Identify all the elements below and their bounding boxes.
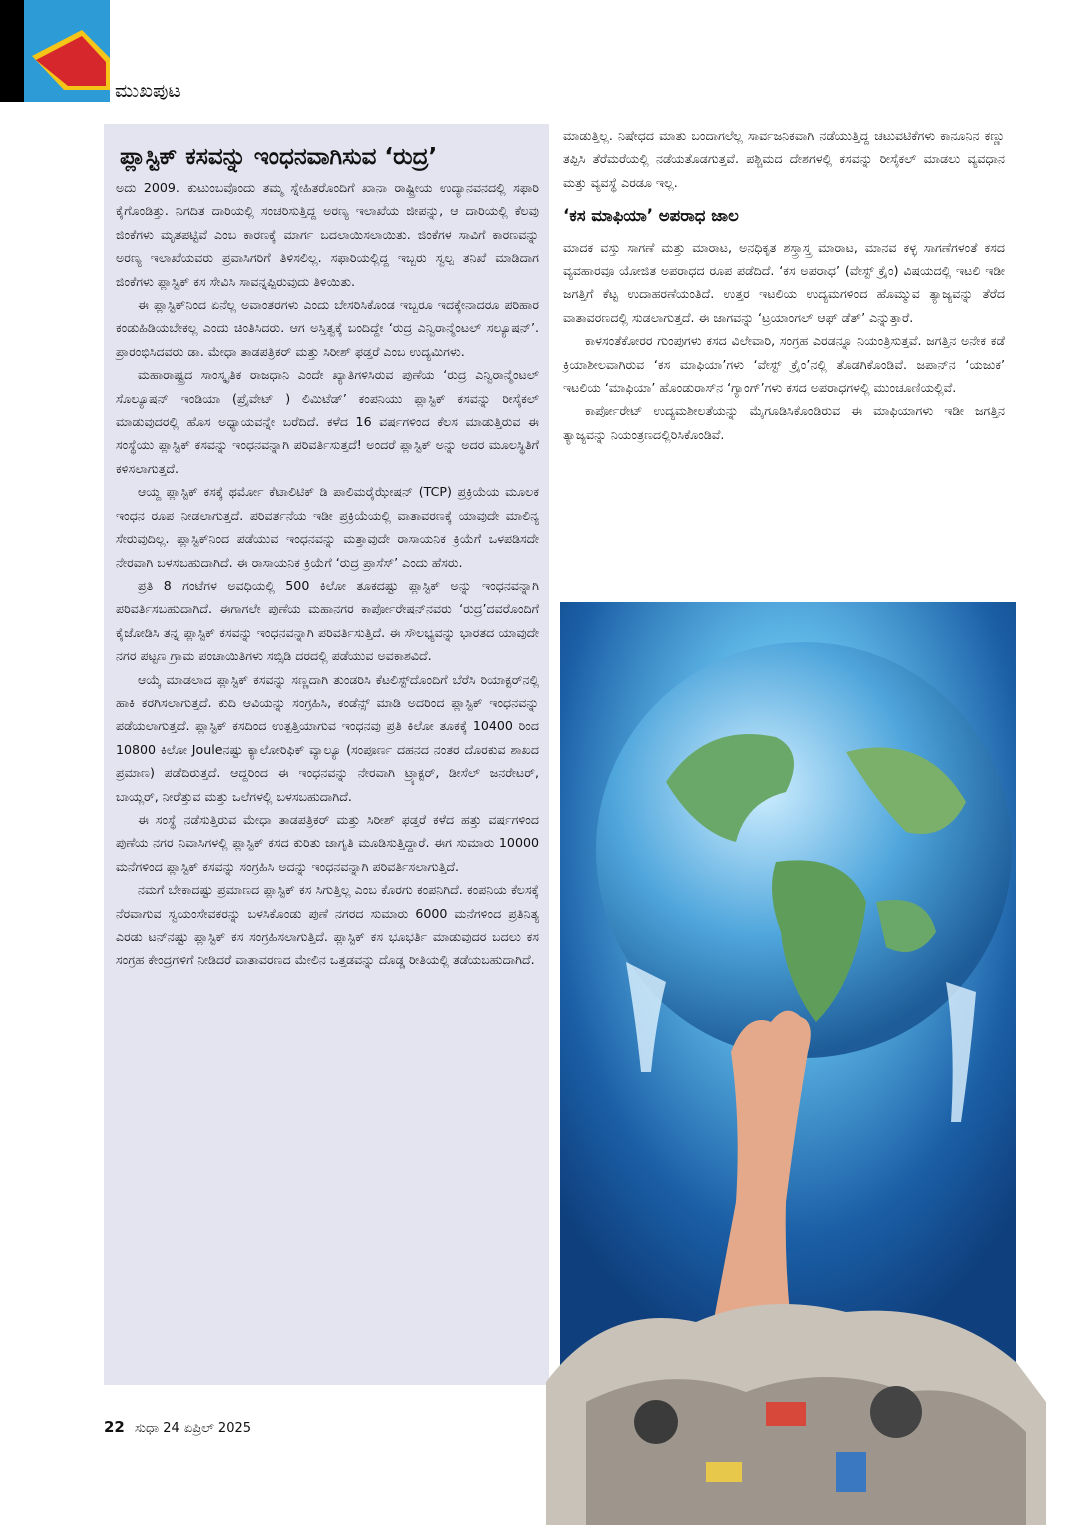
body-paragraph: ಕಾರ್ಪೋರೇಟ್ ಉದ್ಯಮಶೀಲತೆಯನ್ನು ಮೈಗೂಡಿಸಿಕೊಂಡಿರುವ ಈ ಮಾಫಿಯಾಗಳು ಇಡೀ ಜಗತ್ತಿನ ತ್ಯಾಜ್ಯವನ್ನು ನಿಯಂತ್ರಣದಲ್ಲಿರಿಸಿಕೊಂಡಿವೆ. (563, 403, 1005, 442)
body-paragraph: ಕಾಳಸಂತೆಕೋರರ ಗುಂಪುಗಳು ಕಸದ ವಿಲೇವಾರಿ, ಸಂಗ್ರಹ ಎರಡನ್ನೂ ನಿಯಂತ್ರಿಸುತ್ತವೆ. ಜಗತ್ತಿನ ಅನೇಕ ಕಡೆ ಕ್ರಿಯಾಶೀಲವಾಗಿರುವ ‘ಕಸ ಮಾಫಿಯಾ’ಗಳು ‘ವೇಸ್ಟ್ ಕ್ರೈಂ’ನಲ್ಲಿ ತೊಡಗಿಕೊಂಡಿವೆ. ಜಪಾನ್‌ನ ‘ಯಜುಕ’ ಇಟಲಿಯ ‘ಮಾಫಿಯಾ’ ಹೊಂಡುರಾಸ್‌ನ ‘ಗ್ಯಾಂಗ್’ಗಳು ಕಸದ ಅಪರಾಧಗಳಲ್ಲಿ ಮುಂಚೂಣಿಯಲ್ಲಿವೆ. (563, 333, 1005, 396)
sidebar-paragraph: ಪ್ರತಿ 8 ಗಂಟೆಗಳ ಅವಧಿಯಲ್ಲಿ 500 ಕಿಲೋ ತೂಕದಷ್ಟು ಪ್ಲಾಸ್ಟಿಕ್ ಅನ್ನು ಇಂಧನವನ್ನಾಗಿ ಪರಿವರ್ತಿಸಬಹುದಾಗಿದೆ. ಈಗಾಗಲೇ ಪುಣೆಯ ಮಹಾನಗರ ಕಾರ್ಪೋರೇಷನ್‌ನವರು ‘ರುದ್ರ’ದವರೊಂದಿಗೆ ಕೈಜೋಡಿಸಿ ತನ್ನ ಪ್ಲಾಸ್ಟಿಕ್ ಕಸವನ್ನು ಇಂಧನವನ್ನಾಗಿ ಪರಿವರ್ತಿಸುತ್ತಿದೆ. ಈ ಸೌಲಭ್ಯವನ್ನು ಭಾರತದ ಯಾವುದೇ ನಗರ ಪಟ್ಟಣ ಗ್ರಾಮ ಪಂಚಾಯಿತಿಗಳು ಸಬ್ಸಿಡಿ ದರದಲ್ಲಿ ಪಡೆಯುವ ಅವಕಾಶವಿದೆ. (116, 577, 539, 664)
magazine-name: ಸುಧಾ (135, 1421, 160, 1436)
subheading: ‘ಕಸ ಮಾಫಿಯಾ’ ಅಪರಾಧ ಜಾಲ (563, 206, 739, 226)
main-column (563, 124, 1005, 446)
sidebar-paragraph: ಮಹಾರಾಷ್ಟ್ರದ ಸಾಂಸ್ಕೃತಿಕ ರಾಜಧಾನಿ ಎಂದೇ ಖ್ಯಾತಿಗಳಿಸಿರುವ ಪುಣೆಯ ‘ರುದ್ರ ಎನ್ವಿರಾನ್ಮೆಂಟಲ್ ಸೊಲ್ಯೂಷನ್ ಇಂಡಿಯಾ (ಪ್ರೈವೇಟ್ ) ಲಿಮಿಟೆಡ್’ ಕಂಪನಿಯು ಪ್ಲಾಸ್ಟಿಕ್ ಕಸವನ್ನು ರೀಸೈಕಲ್ ಮಾಡುವುದರಲ್ಲಿ ಹೊಸ ಅಧ್ಯಾಯವನ್ನೇ ಬರೆದಿದೆ. ಕಳೆದ 16 ವರ್ಷಗಳಿಂದ ಕೆಲಸ ಮಾಡುತ್ತಿರುವ ಈ ಸಂಸ್ಥೆಯು ಪ್ಲಾಸ್ಟಿಕ್ ಕಸವನ್ನು ಇಂಧನವನ್ನಾಗಿ ಪರಿವರ್ತಿಸುತ್ತದೆ! ಅಂದರೆ ಪ್ಲಾಸ್ಟಿಕ್ ಅನ್ನು ಅದರ ಮೂಲಸ್ಥಿತಿಗೆ ಕಳಿಸಲಾಗುತ್ತದೆ. (116, 367, 539, 476)
sidebar-title: ಪ್ಲಾಸ್ಟಿಕ್ ಕಸವನ್ನು ಇಂಧನವಾಗಿಸುವ ‘ರುದ್ರ’ (120, 144, 438, 170)
sidebar-paragraph: ಈ ಸಂಸ್ಥೆ ನಡೆಸುತ್ತಿರುವ ಮೇಧಾ ತಾಡಪತ್ರಿಕರ್ ಮತ್ತು ಸಿರೀಶ್ ಫಡ್ತರೆ ಕಳೆದ ಹತ್ತು ವರ್ಷಗಳಿಂದ ಪುಣೆಯ ನಗರ ನಿವಾಸಿಗಳಲ್ಲಿ ಪ್ಲಾಸ್ಟಿಕ್ ಕಸದ ಕುರಿತು ಜಾಗೃತಿ ಮೂಡಿಸುತ್ತಿದ್ದಾರೆ. ಈಗ ಸುಮಾರು 10000 ಮನೆಗಳಿಂದ ಪ್ಲಾಸ್ಟಿಕ್ ಕಸವನ್ನು ಸಂಗ್ರಹಿಸಿ ಅದನ್ನು ಇಂಧನವನ್ನಾಗಿ ಪರಿವರ್ತಿಸಲಾಗುತ್ತಿದೆ. (116, 811, 539, 874)
intro-paragraph: ಮಾಡುತ್ತಿಲ್ಲ. ನಿಷೇಧದ ಮಾತು ಬಂದಾಗಲೆಲ್ಲ ಸಾರ್ವಜನಿಕವಾಗಿ ನಡೆಯುತ್ತಿದ್ದ ಚಟುವಟಿಕೆಗಳು ಕಾನೂನಿನ ಕಣ್ಣು ತಪ್ಪಿಸಿ ತೆರೆಮರೆಯಲ್ಲಿ ನಡೆಯತೊಡಗುತ್ತವೆ. ಪಶ್ಚಿಮದ ದೇಶಗಳಲ್ಲಿ ಕಸವನ್ನು ರೀಸೈಕಲ್ ಮಾಡಲು ವ್ಯವಧಾನ ಮತ್ತು ವ್ಯವಸ್ಥೆ ಎರಡೂ ಇಲ್ಲ. (563, 128, 1005, 190)
issue-date: 24 ಏಪ್ರಿಲ್ 2025 (163, 1421, 252, 1436)
sidebar-paragraph: ಆಯ್ಕೆ ಮಾಡಲಾದ ಪ್ಲಾಸ್ಟಿಕ್ ಕಸವನ್ನು ಸಣ್ಣದಾಗಿ ತುಂಡರಿಸಿ ಕೆಟಲಿಸ್ಟ್‌ದೊಂದಿಗೆ ಬೆರೆಸಿ ರಿಯಾಕ್ಟರ್‌ನಲ್ಲಿ ಹಾಕಿ ಕರಗಿಸಲಾಗುತ್ತದೆ. ಕುದಿ ಆವಿಯನ್ನು ಸಂಗ್ರಹಿಸಿ, ಕಂಡೆನ್ಸ್ ಮಾಡಿ ಅದರಿಂದ ಪ್ಲಾಸ್ಟಿಕ್ ಇಂಧನವನ್ನು ಪಡೆಯಲಾಗುತ್ತದೆ. ಪ್ಲಾಸ್ಟಿಕ್ ಕಸದಿಂದ ಉತ್ಪತ್ತಿಯಾಗುವ ಇಂಧನವು ಪ್ರತಿ ಕಿಲೋ ತೂಕಕ್ಕೆ 10400 ರಿಂದ 10800 ಕಿಲೋ Jouleನಷ್ಟು ಕ್ಯಾಲೋರಿಫಿಕ್ ವ್ಯಾಲ್ಯೂ (ಸಂಪೂರ್ಣ ದಹನದ ನಂತರ ದೊರಕುವ ಶಾಖದ ಪ್ರಮಾಣ) ಪಡೆದಿರುತ್ತದೆ. ಆದ್ದರಿಂದ ಈ ಇಂಧನವನ್ನು ನೇರವಾಗಿ ಟ್ರ್ಯಾಕ್ಟರ್, ಡೀಸೆಲ್ ಜನರೇಟರ್, ಬಾಯ್ಲರ್, ನೀರೆತ್ತುವ ಮತ್ತು ಒಲೆಗಳಲ್ಲಿ ಬಳಸಬಹುದಾಗಿದೆ. (116, 671, 539, 804)
sidebar-paragraph: ನಮಗೆ ಬೇಕಾದಷ್ಟು ಪ್ರಮಾಣದ ಪ್ಲಾಸ್ಟಿಕ್ ಕಸ ಸಿಗುತ್ತಿಲ್ಲ ಎಂಬ ಕೊರಗು ಕಂಪನಿಗಿದೆ. ಕಂಪನಿಯ ಕೆಲಸಕ್ಕೆ ನೆರವಾಗುವ ಸ್ವಯಂಸೇವಕರನ್ನು ಬಳಸಿಕೊಂಡು ಪುಣೆ ನಗರದ ಸುಮಾರು 6000 ಮನೆಗಳಿಂದ ಪ್ರತಿನಿತ್ಯ ಎರಡು ಟನ್‌ನಷ್ಟು ಪ್ಲಾಸ್ಟಿಕ್ ಕಸ ಸಂಗ್ರಹಿಸಲಾಗುತ್ತಿದೆ. ಪ್ಲಾಸ್ಟಿಕ್ ಕಸ ಭೂಭರ್ತಿ ಮಾಡುವುದರ ಬದಲು ಕಸ ಸಂಗ್ರಹ ಕೇಂದ್ರಗಳಿಗೆ ನೀಡಿದರೆ ವಾತಾವರಣದ ಮೇಲಿನ ಒತ್ತಡವನ್ನು ದೊಡ್ಡ ರೀತಿಯಲ್ಲಿ ತಡೆಯಬಹುದಾಗಿದೆ. (116, 882, 539, 968)
logo-black-bar (0, 0, 24, 102)
body-paragraph: ಮಾದಕ ವಸ್ತು ಸಾಗಣೆ ಮತ್ತು ಮಾರಾಟ, ಅನಧಿಕೃತ ಶಸ್ತ್ರಾಸ್ತ್ರ ಮಾರಾಟ, ಮಾನವ ಕಳ್ಳ ಸಾಗಣೆಗಳಂತೆ ಕಸದ ವ್ಯವಹಾರವೂ ಯೋಜಿತ ಅಪರಾಧದ ರೂಪ ಪಡೆದಿದೆ. ‘ಕಸ ಅಪರಾಧ’ (ವೇಸ್ಟ್ ಕ್ರೈಂ) ವಿಷಯದಲ್ಲಿ ಇಟಲಿ ಇಡೀ ಜಗತ್ತಿಗೆ ಕೆಟ್ಟ ಉದಾಹರಣೆಯಂತಿದೆ. ಉತ್ತರ ಇಟಲಿಯ ಉದ್ಯಮಗಳಿಂದ ಹೊಮ್ಮುವ ತ್ಯಾಜ್ಯವನ್ನು ತೆರೆದ ವಾತಾವರಣದಲ್ಲಿ ಸುಡಲಾಗುತ್ತದೆ. ಈ ಜಾಗವನ್ನು ‘ಟ್ರಯಾಂಗಲ್ ಆಫ್ ಡೆತ್’ ಎನ್ನುತ್ತಾರೆ. (563, 239, 1005, 325)
sidebar-paragraph: ಈ ಪ್ಲಾಸ್ಟಿಕ್‌ನಿಂದ ಏನೆಲ್ಲ ಅವಾಂತರಗಳು ಎಂದು ಬೇಸರಿಸಿಕೊಂಡ ಇಬ್ಬರೂ ಇದಕ್ಕೇನಾದರೂ ಪರಿಹಾರ ಕಂಡುಹಿಡಿಯಬೇಕಲ್ಲ ಎಂದು ಚಿಂತಿಸಿದರು. ಆಗ ಅಸ್ತಿತ್ವಕ್ಕೆ ಬಂದಿದ್ದೇ ‘ರುದ್ರ ಎನ್ವಿರಾನ್ಮೆಂಟಲ್ ಸಲ್ಯೂಷನ್’. ಪ್ರಾರಂಭಿಸಿದವರು ಡಾ. ಮೇಧಾ ತಾಡಪತ್ರಿಕರ್ ಮತ್ತು ಸಿರೀಶ್ ಫಡ್ತರೆ ಎಂಬ ಉದ್ಯಮಿಗಳು. (116, 297, 539, 359)
globe-hand-illustration (546, 602, 1046, 1525)
sidebar-body (116, 176, 539, 972)
section-label: ಮುಖಪುಟ (115, 80, 181, 102)
page-footer (104, 1418, 251, 1436)
sidebar-paragraph: ಆಯ್ದ ಪ್ಲಾಸ್ಟಿಕ್ ಕಸಕ್ಕೆ ಥರ್ಮೋ ಕೆಟಾಲಿಟಿಕ್ ಡಿ ಪಾಲಿಮರೈಝೇಷನ್ (TCP) ಪ್ರಕ್ರಿಯೆಯ ಮೂಲಕ ಇಂಧನ ರೂಪ ನೀಡಲಾಗುತ್ತದೆ. ಪರಿವರ್ತನೆಯ ಇಡೀ ಪ್ರಕ್ರಿಯೆಯಲ್ಲಿ ವಾತಾವರಣಕ್ಕೆ ಯಾವುದೇ ಮಾಲಿನ್ಯ ಸೇರುವುದಿಲ್ಲ. ಪ್ಲಾಸ್ಟಿಕ್‌ನಿಂದ ಪಡೆಯುವ ಇಂಧನವನ್ನು ಮತ್ತಾವುದೇ ರಾಸಾಯನಿಕ ಕ್ರಿಯೆಗೆ ಒಳಪಡಿಸದೇ ನೇರವಾಗಿ ಬಳಸಬಹುದಾಗಿದೆ. ಈ ರಾಸಾಯನಿಕ ಕ್ರಿಯೆಗೆ ‘ರುದ್ರ ಪ್ರಾಸೆಸ್’ ಎಂದು ಹೆಸರು. (116, 484, 539, 570)
magazine-logo (24, 0, 110, 102)
sidebar-paragraph: ಅದು 2009. ಕುಟುಂಬವೊಂದು ತಮ್ಮ ಸ್ನೇಹಿತರೊಂದಿಗೆ ಖಾನಾ ರಾಷ್ಟ್ರೀಯ ಉದ್ಯಾನವನದಲ್ಲಿ ಸಫಾರಿ ಕೈಗೊಂಡಿತ್ತು. ನಿಗದಿತ ದಾರಿಯಲ್ಲಿ ಸಂಚರಿಸುತ್ತಿದ್ದ ಅರಣ್ಯ ಇಲಾಖೆಯ ಜೀಪನ್ನು, ಆ ದಾರಿಯಲ್ಲಿ ಕೆಲವು ಜಿಂಕೆಗಳು ಮೃತಪಟ್ಟಿವೆ ಎಂಬ ಕಾರಣಕ್ಕೆ ಮಾರ್ಗ ಬದಲಾಯಿಸಲಾಯಿತು. ಜಿಂಕೆಗಳ ಸಾವಿಗೆ ಕಾರಣವನ್ನು ಅರಣ್ಯ ಇಲಾಖೆಯವರು ಪ್ರವಾಸಿಗರಿಗೆ ತಿಳಿಸಲಿಲ್ಲ. ಸಫಾರಿಯಲ್ಲಿದ್ದ ಇಬ್ಬರು ಸ್ವಲ್ಪ ತನಿಖೆ ಮಾಡಿದಾಗ ಜಿಂಕೆಗಳು ಪ್ಲಾಸ್ಟಿಕ್ ಕಸ ಸೇವಿಸಿ ಸಾವನ್ನಪ್ಪಿರುವುದು ತಿಳಿಯಿತು. (116, 180, 539, 289)
page-number: 22 (104, 1418, 125, 1436)
sidebar-box (104, 124, 549, 1385)
